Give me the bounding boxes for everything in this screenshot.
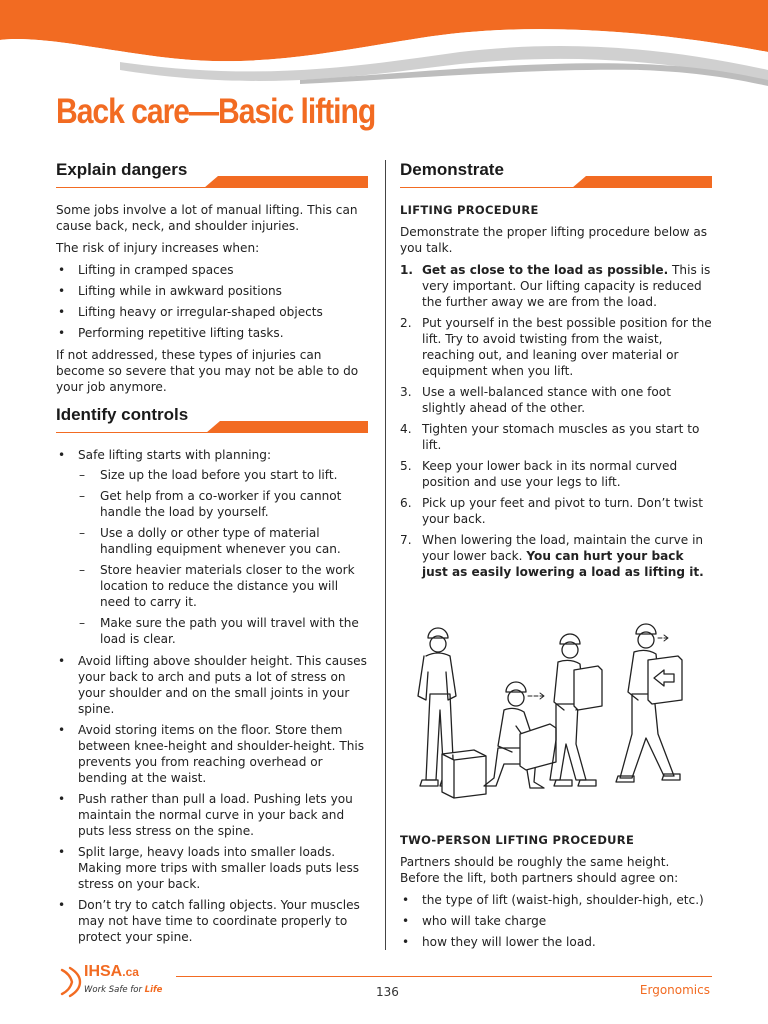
- lifting-step: [400, 262, 712, 310]
- step-number: 7.: [400, 533, 412, 547]
- tagline-text: Work Safe for: [84, 985, 145, 995]
- worker-rising-figure: [550, 634, 596, 786]
- heading-accent-bar: [572, 176, 712, 188]
- risk-item: • Performing repetitive lifting tasks.: [56, 325, 368, 341]
- identify-controls-header: [56, 405, 368, 435]
- demonstrate-heading: Demonstrate: [400, 160, 504, 179]
- box-carried: [648, 656, 682, 704]
- planning-item: – Use a dolly or other type of material handling equipment whenever you can.: [78, 525, 368, 557]
- lifting-procedure-title: LIFTING PROCEDURE: [400, 203, 539, 217]
- lifting-step: [400, 532, 712, 580]
- two-person-title: TWO-PERSON LIFTING PROCEDURE: [400, 833, 635, 847]
- step-number: 3.: [400, 385, 412, 399]
- heading-accent-bar: [206, 421, 368, 433]
- step-number: 4.: [400, 422, 412, 436]
- two-person-intro: Partners should be roughly the same height. Before the lift, both partners should agree on:: [400, 855, 679, 885]
- control-item: • Avoid storing items on the floor. Store them between knee-height and shoulder-height. This prevents you from reaching overhead or bending at the waist.: [56, 722, 368, 786]
- control-item: • Split large, heavy loads into smaller loads. Making more trips with smaller loads puts less stress on your back.: [56, 844, 368, 892]
- lifting-intro: Demonstrate the proper lifting procedure below as you talk.: [400, 225, 708, 255]
- explain-closing: If not addressed, these types of injuries can become so severe that you may not be able to do your job anymore.: [56, 348, 359, 394]
- explain-dangers-header: [56, 160, 368, 190]
- worker-walking-figure: [616, 624, 680, 782]
- demonstrate-header: [400, 160, 712, 190]
- explain-dangers-heading: Explain dangers: [56, 160, 188, 179]
- step-number: 5.: [400, 459, 412, 473]
- control-item: • Avoid lifting above shoulder height. This causes your back to arch and puts a lot of stress on your shoulder and on the small joints in your spine.: [56, 653, 368, 717]
- step-text: Put yourself in the best possible position for the lift. Try to avoid twisting from the waist, reaching out, and leaning over material or equipment when you lift.: [422, 316, 712, 378]
- page-number: 136: [376, 985, 399, 999]
- explain-intro: Some jobs involve a lot of manual lifting. This can cause back, neck, and shoulder injuries.: [56, 203, 358, 233]
- lifting-step: [400, 384, 712, 416]
- lifting-step: [400, 495, 712, 527]
- risk-item: • Lifting while in awkward positions: [56, 283, 368, 299]
- risk-item: • Lifting heavy or irregular-shaped objects: [56, 304, 368, 320]
- two-person-item: • who will take charge: [400, 913, 712, 929]
- planning-item: – Make sure the path you will travel with the load is clear.: [78, 615, 368, 647]
- identify-controls-heading: Identify controls: [56, 405, 189, 424]
- step-number: 2.: [400, 316, 412, 330]
- risk-list: [56, 262, 368, 341]
- step-number: 1.: [400, 263, 414, 277]
- step-number: 6.: [400, 496, 412, 510]
- lifting-step: [400, 458, 712, 490]
- lifting-step: [400, 315, 712, 379]
- step-text: Tighten your stomach muscles as you start to lift.: [422, 422, 700, 452]
- step-bold: Get as close to the load as possible.: [422, 263, 669, 277]
- control-item: [56, 447, 368, 647]
- box-held-squat: [520, 724, 556, 770]
- control-item-text: Safe lifting starts with planning:: [78, 448, 272, 462]
- two-person-list: [400, 892, 712, 950]
- box-held-rising: [574, 666, 602, 710]
- step-text: This is very important. Our lifting capacity is reduced the further away we are from the load.: [422, 263, 711, 309]
- risk-intro: The risk of injury increases when:: [56, 241, 260, 255]
- planning-item: – Store heavier materials closer to the work location to reduce the distance you will need to carry it.: [78, 562, 368, 610]
- column-divider: [385, 160, 386, 950]
- page-title: Back care—Basic lifting: [56, 92, 376, 131]
- planning-item: – Size up the load before you start to lift.: [78, 467, 368, 483]
- lifting-step: [400, 421, 712, 453]
- step-text: When lowering the load, maintain the curve in your lower back.: [422, 533, 704, 563]
- step-bold: You can hurt your back just as easily lowering a load as lifting it.: [422, 549, 704, 579]
- controls-list: [56, 447, 368, 945]
- control-item: • Push rather than pull a load. Pushing lets you maintain the normal curve in your back and puts less stress on the spine.: [56, 791, 368, 839]
- planning-sublist: [78, 467, 368, 647]
- two-person-item: • the type of lift (waist-high, shoulder-high, etc.): [400, 892, 712, 908]
- tagline-life: Life: [144, 985, 163, 995]
- header-wave-banner: [0, 0, 768, 95]
- lifting-steps: [400, 262, 712, 580]
- footer-section-name: Ergonomics: [639, 983, 710, 997]
- logo-name: IHSA: [84, 963, 123, 980]
- logo-domain: .ca: [122, 965, 139, 979]
- lifting-sequence-illustration: [400, 608, 712, 820]
- step-text: Pick up your feet and pivot to turn. Don’t twist your back.: [422, 496, 703, 526]
- planning-item: – Get help from a co-worker if you cannot handle the load by yourself.: [78, 488, 368, 520]
- risk-item: • Lifting in cramped spaces: [56, 262, 368, 278]
- right-column: [400, 160, 712, 956]
- step-text: Use a well-balanced stance with one foot slightly ahead of the other.: [422, 385, 671, 415]
- left-column: [56, 160, 368, 951]
- footer-rule: [176, 976, 712, 977]
- heading-accent-bar: [204, 176, 368, 188]
- box-floor: [442, 750, 486, 798]
- logo-tagline: [84, 985, 162, 995]
- two-person-item: • how they will lower the load.: [400, 934, 712, 950]
- step-text: Keep your lower back in its normal curved position and use your legs to lift.: [422, 459, 678, 489]
- control-item: • Don’t try to catch falling objects. Your muscles may not have time to coordinate properly to protect your spine.: [56, 897, 368, 945]
- ihsa-logo: [84, 963, 139, 981]
